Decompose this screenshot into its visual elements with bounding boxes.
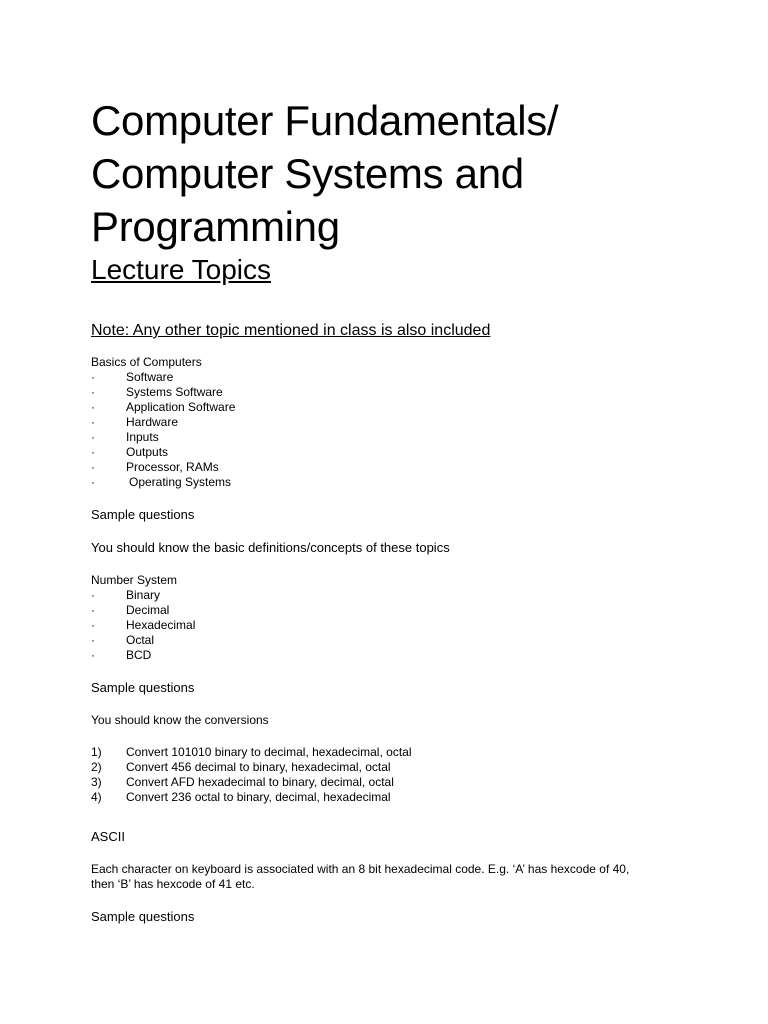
- question-number: 3): [91, 775, 102, 789]
- list-item-label: Hexadecimal: [126, 618, 196, 632]
- sample-questions-text: You should know the conversions: [91, 713, 269, 727]
- list-item-label: Decimal: [126, 603, 170, 617]
- conversion-questions-list: [91, 745, 731, 805]
- bullet-icon: ·: [91, 460, 95, 474]
- bullet-icon: ·: [91, 385, 95, 399]
- bullet-icon: ·: [91, 445, 95, 459]
- list-item-label: Hardware: [126, 415, 179, 429]
- list-item-label: Octal: [126, 633, 155, 647]
- question-number: 4): [91, 790, 102, 804]
- list-item-label: Inputs: [126, 430, 159, 444]
- question-text: Convert 101010 binary to decimal, hexadecimal, octal: [126, 745, 412, 759]
- bullet-icon: ·: [91, 603, 95, 617]
- list-item-label: Outputs: [126, 445, 169, 459]
- bullet-icon: ·: [91, 415, 95, 429]
- sample-questions-label: Sample questions: [91, 680, 195, 695]
- list-item-label: Processor, RAMs: [126, 460, 219, 474]
- section-heading-basics: Basics of Computers: [91, 355, 202, 369]
- ascii-paragraph: [91, 862, 731, 892]
- list-item: [91, 370, 731, 385]
- list-item: [91, 430, 731, 445]
- section-heading-ascii: ASCII: [91, 829, 125, 844]
- bullet-icon: ·: [91, 633, 95, 647]
- list-item-label: Operating Systems: [129, 475, 232, 489]
- list-item-label: Binary: [126, 588, 161, 602]
- sample-questions-label: Sample questions: [91, 507, 195, 522]
- list-item: [91, 415, 731, 430]
- question-item: [91, 745, 731, 760]
- document-subtitle: Lecture Topics: [91, 254, 272, 285]
- list-item: [91, 460, 731, 475]
- list-item: [91, 475, 731, 490]
- list-item-label: Software: [126, 370, 174, 384]
- basics-list: [91, 370, 731, 490]
- list-item: [91, 633, 731, 648]
- list-item: [91, 400, 731, 415]
- list-item: [91, 445, 731, 460]
- question-text: Convert 236 octal to binary, decimal, hexadecimal: [126, 790, 391, 804]
- list-item-label: Application Software: [126, 400, 236, 414]
- list-item: [91, 618, 731, 633]
- bullet-icon: ·: [91, 370, 95, 384]
- question-text: Convert 456 decimal to binary, hexadecimal, octal: [126, 760, 391, 774]
- question-item: [91, 775, 731, 790]
- sample-questions-text: You should know the basic definitions/concepts of these topics: [91, 540, 450, 555]
- document-title: [91, 94, 731, 253]
- paragraph-line: then ‘B’ has hexcode of 41 etc.: [91, 877, 255, 891]
- section-heading-number-system: Number System: [91, 573, 178, 587]
- sample-questions-label: Sample questions: [91, 909, 195, 924]
- list-item: [91, 648, 731, 663]
- title-line: Programming: [91, 203, 340, 250]
- question-item: [91, 760, 731, 775]
- list-item: [91, 385, 731, 400]
- bullet-icon: ·: [91, 648, 95, 662]
- document-page: [91, 94, 731, 925]
- title-line: Computer Fundamentals/: [91, 97, 559, 144]
- bullet-icon: ·: [91, 618, 95, 632]
- list-item-label: Systems Software: [126, 385, 223, 399]
- list-item: [91, 603, 731, 618]
- question-item: [91, 790, 731, 805]
- list-item-label: BCD: [126, 648, 152, 662]
- note-text: Note: Any other topic mentioned in class is also included: [91, 322, 491, 339]
- title-line: Computer Systems and: [91, 150, 524, 197]
- bullet-icon: ·: [91, 588, 95, 602]
- bullet-icon: ·: [91, 430, 95, 444]
- list-item: [91, 588, 731, 603]
- question-number: 1): [91, 745, 102, 759]
- question-text: Convert AFD hexadecimal to binary, decimal, octal: [126, 775, 394, 789]
- bullet-icon: ·: [91, 400, 95, 414]
- bullet-icon: ·: [91, 475, 95, 489]
- question-number: 2): [91, 760, 102, 774]
- number-system-list: [91, 588, 731, 663]
- paragraph-line: Each character on keyboard is associated with an 8 bit hexadecimal code. E.g. ‘A’ has hexcode of 40,: [91, 862, 630, 876]
